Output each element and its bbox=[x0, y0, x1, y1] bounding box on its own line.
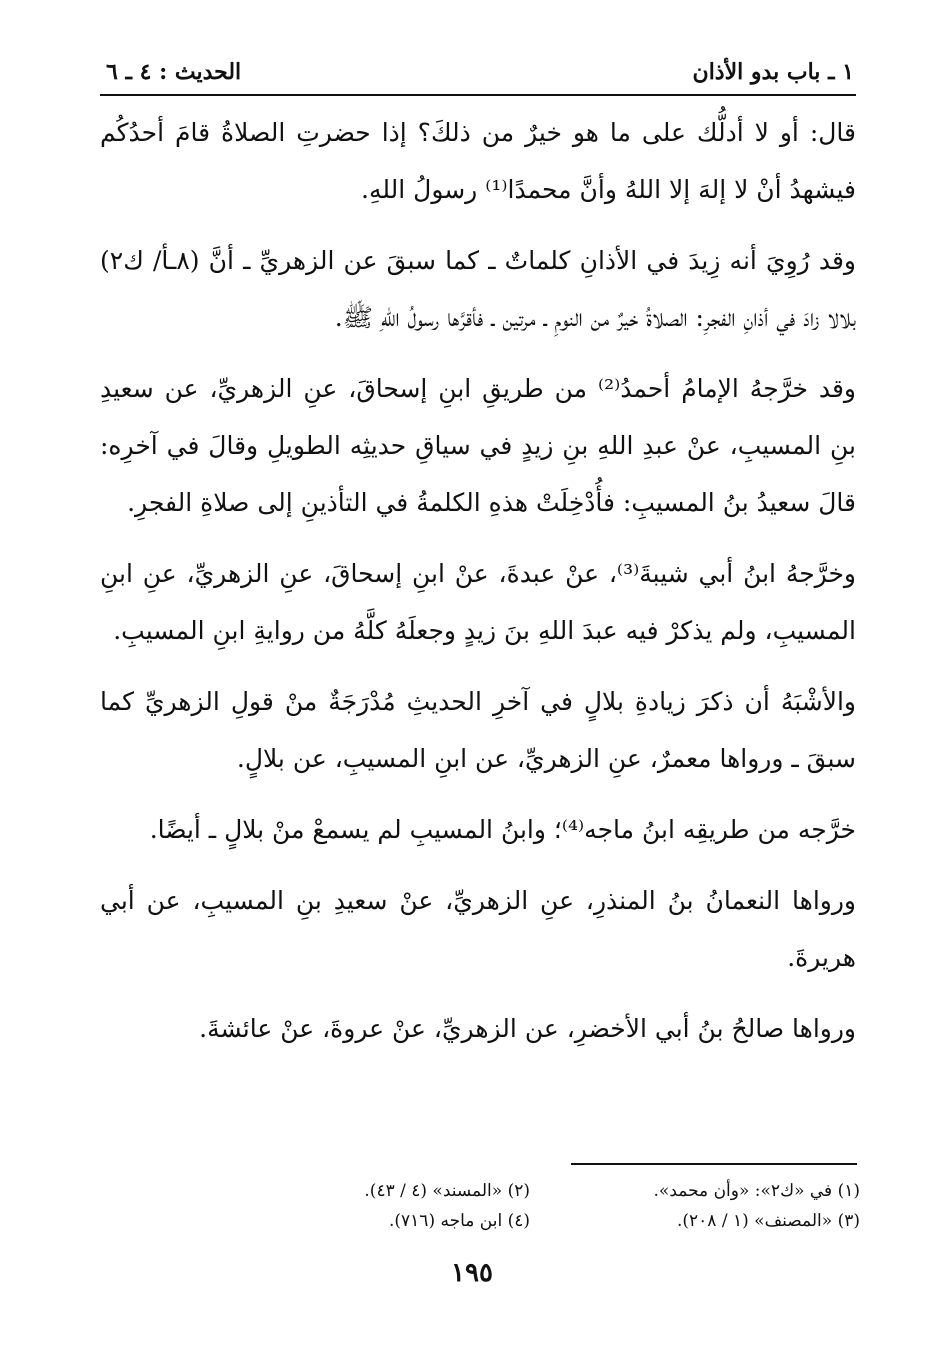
paragraph: خرَّجه من طريقِه ابنُ ماجه⁽⁴⁾؛ وابنُ المسيبِ لم يسمعْ منْ بلالٍ ـ أيضًا. bbox=[149, 815, 856, 844]
footnote: (٤) ابن ماجه (٧١٦). bbox=[388, 1211, 530, 1231]
footnote: (٣) «المصنف» (١ / ٢٠٨). bbox=[677, 1211, 860, 1231]
page-number: ١٩٥ bbox=[451, 1258, 493, 1288]
chapter-title: ١ ـ باب بدو الأذان bbox=[692, 59, 854, 85]
paragraph: وقد خرَّجهُ الإمامُ أحمدُ⁽²⁾ من طريقِ ابنِ إسحاقَ، عنِ الزهريِّ، عن سعيدِ بنِ المسيبِ، عنْ عبدِ اللهِ بنِ زيدٍ في سياقِ حديثِه الطويلِ وقالَ في آخرِه: قالَ سعيدُ بنُ المسيبِ: فأُدْخِلَتْ هذهِ الكلمةُ في التأذينِ إلى صلاةِ الفجرِ. bbox=[100, 374, 856, 517]
running-header bbox=[106, 52, 854, 92]
paragraph: ورواها صالحُ بنُ أبي الأخضرِ، عن الزهريِّ، عنْ عروةَ، عنْ عائشةَ. bbox=[199, 1014, 856, 1043]
body-text bbox=[100, 104, 856, 1071]
header-rule bbox=[100, 94, 856, 96]
paragraph: والأشْبَهُ أن ذكرَ زيادةِ بلالٍ في آخرِ الحديثِ مُدْرَجَةٌ منْ قولِ الزهريِّ كما سبقَ ـ ورواها معمرٌ، عنِ الزهريِّ، عن ابنِ المسيبِ، عن بلالٍ. bbox=[100, 687, 856, 773]
paragraph: وقد رُوِيَ أنه زِيدَ في الأذانِ كلماتٌ ـ كما سبقَ عن الزهريِّ ـ أنَّ (٨ـأ/ ك٢) بلالا زادَ في أذانِ الفجرِ: الصلاةُ خيرٌ من النومِ ـ مرتين ـ فأقرَّها رسولُ اللهِ ﷺ. bbox=[100, 246, 856, 332]
footnote-rule bbox=[571, 1163, 857, 1165]
paragraph: وخرَّجهُ ابنُ أبي شيبةَ⁽³⁾، عنْ عبدةَ، عنْ ابنِ إسحاقَ، عنِ الزهريِّ، عنِ ابنِ المسيبِ، ولم يذكرْ فيه عبدَ اللهِ بنَ زيدٍ وجعلَهُ كلَّهُ من روايةِ ابنِ المسيبِ. bbox=[100, 559, 856, 645]
footnote: (٢) «المسند» (٤ / ٤٣). bbox=[364, 1181, 530, 1201]
footnotes bbox=[240, 1176, 860, 1236]
paragraph: قال: أو لا أدلُّك على ما هو خيرٌ من ذلكَ؟ إذا حضرتِ الصلاةُ قامَ أحدُكُم فيشهدُ أنْ لا إلهَ إلا اللهُ وأنَّ محمدًا⁽¹⁾ رسولُ اللهِ. bbox=[100, 118, 856, 204]
hadith-reference: الحديث : ٤ ـ ٦ bbox=[106, 59, 242, 85]
footnote: (١) في «ك٢»: «وأن محمد». bbox=[653, 1181, 860, 1201]
paragraph: ورواها النعمانُ بنُ المنذرِ، عنِ الزهريِّ، عنْ سعيدِ بنِ المسيبِ، عن أبي هريرةَ. bbox=[100, 886, 856, 972]
